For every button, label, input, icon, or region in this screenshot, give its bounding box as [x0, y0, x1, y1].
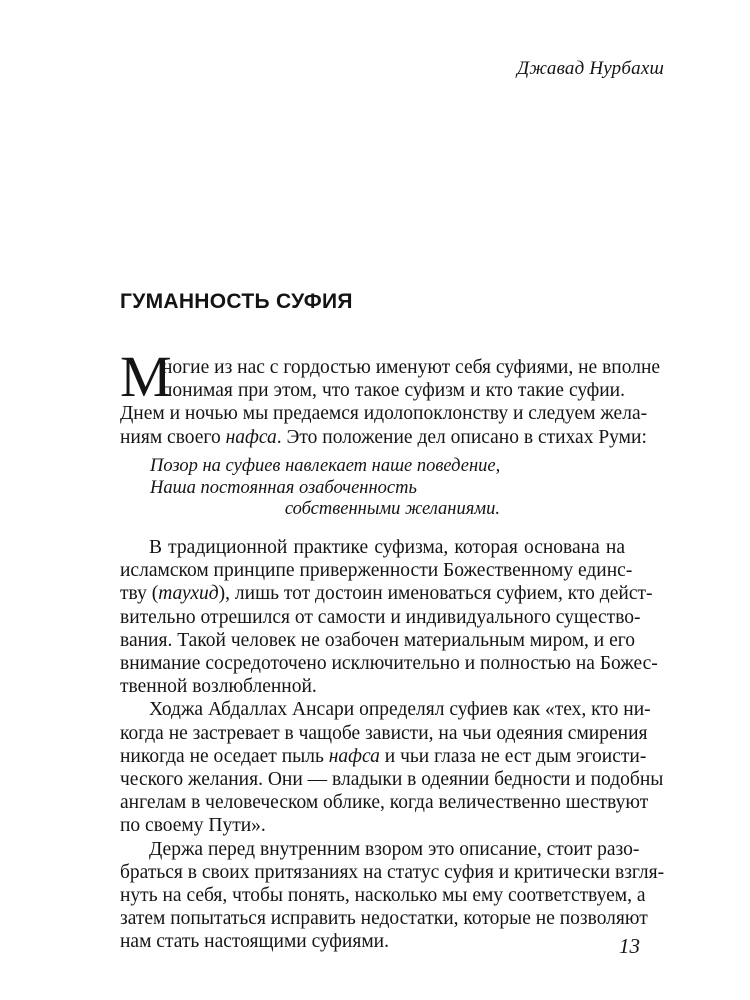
text-line: браться в своих притязаниях на статус суфия и критически взгля-	[120, 861, 665, 883]
drop-cap-block	[120, 344, 661, 409]
text-line	[120, 745, 647, 768]
text-line: нуть на себя, чтобы понять, насколько мы ему соответствуем, а	[120, 885, 646, 907]
text-line: нам стать настоящими суфиями.	[120, 931, 389, 953]
poem-line: Наша постоянная озабоченность	[150, 477, 417, 498]
poem-line: собственными желаниями.	[284, 499, 500, 519]
text-line	[120, 426, 647, 449]
text-line: твенной возлюбленной.	[120, 676, 317, 698]
poem-line: Позор на суфиев навлекает наше поведение,	[150, 456, 501, 476]
chapter-title: ГУМАННОСТЬ СУФИЯ	[120, 290, 353, 313]
text-line: Ходжа Абдаллах Ансари определял суфиев как «тех, кто ни-	[149, 699, 651, 721]
italic-term: нафса	[328, 745, 380, 767]
text-fragment: . Это положение дел описано в стихах Руми:	[276, 426, 647, 448]
text-line: вительно отрешился от самости и индивидуального существо-	[120, 606, 641, 628]
paragraph-2	[120, 698, 664, 837]
text-line: Держа перед внутренним взором это описание, стоит разо-	[149, 838, 640, 860]
italic-term: таухид	[158, 583, 219, 605]
text-line: В традиционной практике суфизма, которая основана на	[149, 537, 625, 558]
text-line: понимая при этом, что такое суфизм и кто такие суфии.	[162, 380, 625, 402]
text-fragment: тву (	[120, 583, 159, 605]
drop-cap: М	[120, 344, 172, 409]
text-line: ангелам в человеческом облике, когда величественно шествуют	[120, 792, 649, 814]
intro-paragraph	[120, 344, 661, 449]
page-number: 13	[619, 934, 640, 958]
text-line: ческого желания. Они — владыки в одеянии бедности и подобны	[120, 769, 664, 791]
text-line	[120, 582, 653, 605]
text-fragment: никогда не оседает пыль	[120, 745, 329, 767]
italic-term: нафса	[225, 426, 277, 448]
text-fragment: и чьи глаза не ест дым эгоисти-	[379, 745, 647, 767]
running-header: Джавад Нурбахш	[516, 58, 664, 79]
text-line: исламском принципе приверженности Божественному единс-	[120, 560, 633, 582]
poem-quote	[150, 456, 500, 521]
text-line: Днем и ночью мы предаемся идолопоклонству и следуем жела-	[120, 403, 648, 425]
text-line: внимание сосредоточено исключительно и полностью на Божес-	[120, 653, 658, 675]
text-line: когда не застревает в чащобе зависти, на чьи одеяния смирения	[120, 722, 648, 744]
text-line: ногие из нас с гордостью именуют себя суфиями, не вполне	[162, 357, 661, 378]
text-fragment: ), лишь тот достоин именоваться суфием, кто дейст-	[218, 583, 653, 605]
text-line: по своему Пути».	[120, 815, 266, 837]
text-fragment: ниям своего	[120, 426, 226, 448]
text-line: вания. Такой человек не озабочен материальным миром, и его	[120, 629, 636, 651]
text-line: затем попытаться исправить недостатки, которые не позволяют	[120, 908, 648, 930]
paragraph-1	[120, 536, 658, 698]
